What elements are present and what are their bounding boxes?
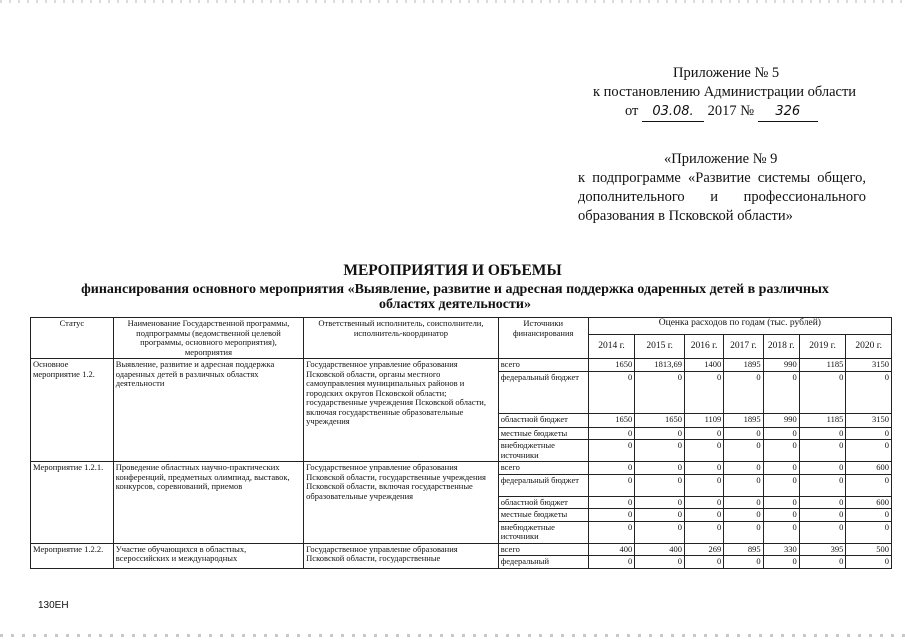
header-name: Наименование Государственной программы, подпрограммы (ведомственной целевой программы, основного мероприятия), мероприятия [113, 318, 303, 359]
value-cell: 0 [684, 462, 723, 475]
value-cell: 1185 [799, 359, 846, 372]
financing-table [30, 317, 892, 569]
appendix-9-block [578, 150, 866, 226]
value-cell: 330 [763, 543, 799, 556]
value-cell: 400 [635, 543, 685, 556]
source-cell: внебюджетные источники [498, 440, 588, 462]
table-row [31, 462, 892, 475]
header-year: 2016 г. [684, 335, 723, 359]
value-cell: 0 [635, 440, 685, 462]
value-cell: 3150 [846, 359, 892, 372]
value-cell: 0 [684, 474, 723, 496]
value-cell: 1650 [588, 413, 635, 427]
value-cell: 895 [724, 543, 763, 556]
from-label: от [625, 103, 639, 119]
value-cell: 0 [846, 509, 892, 522]
value-cell: 0 [799, 462, 846, 475]
value-cell: 1895 [724, 413, 763, 427]
value-cell: 0 [635, 556, 685, 569]
header-status: Статус [31, 318, 114, 359]
value-cell: 600 [846, 496, 892, 509]
source-cell: федеральный [498, 556, 588, 569]
name-cell: Участие обучающихся в областных, всероссийских и международных [113, 543, 303, 568]
value-cell: 0 [846, 440, 892, 462]
header-year: 2014 г. [588, 335, 635, 359]
value-cell: 0 [724, 427, 763, 440]
value-cell: 1650 [635, 413, 685, 427]
header-estimate: Оценка расходов по годам (тыс. рублей) [588, 318, 891, 335]
source-cell: федеральный бюджет [498, 371, 588, 413]
scan-noise-top [0, 0, 905, 3]
value-cell: 1109 [684, 413, 723, 427]
value-cell: 0 [763, 521, 799, 543]
value-cell: 0 [684, 440, 723, 462]
header-sources: Источники финансирования [498, 318, 588, 359]
value-cell: 0 [684, 371, 723, 413]
header-year: 2018 г. [763, 335, 799, 359]
status-cell: Основное мероприятие 1.2. [31, 359, 114, 462]
value-cell: 0 [763, 440, 799, 462]
source-cell: всего [498, 543, 588, 556]
handwritten-date: 03.08. [642, 102, 704, 122]
value-cell: 0 [684, 496, 723, 509]
status-cell: Мероприятие 1.2.2. [31, 543, 114, 568]
executor-cell: Государственное управление образования Псковской области, государственные учреждения Псковской области, включая государственные образовательные учреждения [304, 462, 499, 544]
value-cell: 0 [846, 556, 892, 569]
value-cell: 0 [684, 556, 723, 569]
status-cell: Мероприятие 1.2.1. [31, 462, 114, 544]
value-cell: 269 [684, 543, 723, 556]
value-cell: 0 [763, 496, 799, 509]
value-cell: 0 [684, 509, 723, 522]
value-cell: 1400 [684, 359, 723, 372]
value-cell: 0 [846, 427, 892, 440]
value-cell: 0 [635, 509, 685, 522]
source-cell: федеральный бюджет [498, 474, 588, 496]
value-cell: 0 [635, 371, 685, 413]
value-cell: 0 [635, 462, 685, 475]
value-cell: 0 [846, 521, 892, 543]
executor-cell: Государственное управление образования Псковской области, государственные [304, 543, 499, 568]
source-cell: областной бюджет [498, 496, 588, 509]
value-cell: 0 [588, 440, 635, 462]
appendix-9-body: к подпрограмме «Развитие системы общего, дополнительного и профессионального образования в Псковской области» [578, 170, 866, 224]
appendix-5-title: Приложение № 5 [673, 65, 780, 81]
value-cell: 0 [763, 556, 799, 569]
source-cell: всего [498, 359, 588, 372]
name-cell: Проведение областных научно-практических конференций, предметных олимпиад, выставок, конкурсов, соревнований, приемов [113, 462, 303, 544]
value-cell: 0 [588, 427, 635, 440]
value-cell: 0 [846, 474, 892, 496]
value-cell: 0 [763, 509, 799, 522]
value-cell: 0 [799, 509, 846, 522]
footer-code: 130ЕН [38, 600, 69, 611]
value-cell: 0 [799, 427, 846, 440]
appendix-5-block [585, 64, 875, 122]
value-cell: 0 [588, 509, 635, 522]
appendix-5-date-line [585, 102, 875, 122]
handwritten-number: 326 [758, 102, 818, 122]
value-cell: 0 [763, 474, 799, 496]
value-cell: 0 [799, 521, 846, 543]
value-cell: 0 [799, 474, 846, 496]
value-cell: 0 [846, 371, 892, 413]
value-cell: 0 [635, 496, 685, 509]
value-cell: 0 [724, 521, 763, 543]
value-cell: 0 [588, 462, 635, 475]
year-number-label: 2017 № [707, 103, 755, 119]
value-cell: 1650 [588, 359, 635, 372]
value-cell: 0 [799, 556, 846, 569]
value-cell: 1895 [724, 359, 763, 372]
value-cell: 0 [635, 474, 685, 496]
value-cell: 0 [684, 521, 723, 543]
value-cell: 600 [846, 462, 892, 475]
table-header-row [31, 318, 892, 335]
value-cell: 400 [588, 543, 635, 556]
value-cell: 0 [588, 474, 635, 496]
header-year: 2019 г. [799, 335, 846, 359]
value-cell: 990 [763, 359, 799, 372]
value-cell: 0 [724, 496, 763, 509]
document-title: МЕРОПРИЯТИЯ И ОБЪЕМЫ [343, 262, 562, 279]
scan-noise-bottom [0, 634, 905, 637]
value-cell: 3150 [846, 413, 892, 427]
appendix-5-resolution: к постановлению Администрации области [593, 84, 857, 100]
header-year: 2017 г. [724, 335, 763, 359]
value-cell: 0 [724, 440, 763, 462]
value-cell: 0 [684, 427, 723, 440]
appendix-9-title: «Приложение № 9 [664, 151, 778, 167]
value-cell: 0 [799, 496, 846, 509]
value-cell: 0 [635, 427, 685, 440]
document-subtitle: финансирования основного мероприятия «Выявление, развитие и адресная поддержка одаренных детей в различных областях деятельности» [81, 282, 829, 312]
value-cell: 0 [588, 521, 635, 543]
value-cell: 0 [763, 462, 799, 475]
value-cell: 0 [588, 496, 635, 509]
value-cell: 0 [588, 371, 635, 413]
value-cell: 500 [846, 543, 892, 556]
value-cell: 0 [724, 474, 763, 496]
source-cell: местные бюджеты [498, 509, 588, 522]
value-cell: 395 [799, 543, 846, 556]
source-cell: внебюджетные источники [498, 521, 588, 543]
table-row [31, 359, 892, 372]
value-cell: 0 [763, 371, 799, 413]
value-cell: 0 [724, 509, 763, 522]
table-row [31, 543, 892, 556]
value-cell: 0 [635, 521, 685, 543]
value-cell: 1185 [799, 413, 846, 427]
value-cell: 0 [724, 462, 763, 475]
value-cell: 0 [799, 440, 846, 462]
value-cell: 990 [763, 413, 799, 427]
value-cell: 1813,69 [635, 359, 685, 372]
header-year: 2020 г. [846, 335, 892, 359]
executor-cell: Государственное управление образования Псковской области, органы местного самоуправления муниципальных районов и городских округов Псковской области; государственные учреждения Псковской области, включая государственные образовательные учреждения [304, 359, 499, 462]
name-cell: Выявление, развитие и адресная поддержка одаренных детей в различных областях деятельности [113, 359, 303, 462]
header-executor: Ответственный исполнитель, соисполнители, исполнитель-координатор [304, 318, 499, 359]
source-cell: областной бюджет [498, 413, 588, 427]
value-cell: 0 [799, 371, 846, 413]
value-cell: 0 [724, 371, 763, 413]
source-cell: местные бюджеты [498, 427, 588, 440]
value-cell: 0 [763, 427, 799, 440]
value-cell: 0 [588, 556, 635, 569]
source-cell: всего [498, 462, 588, 475]
value-cell: 0 [724, 556, 763, 569]
header-year: 2015 г. [635, 335, 685, 359]
